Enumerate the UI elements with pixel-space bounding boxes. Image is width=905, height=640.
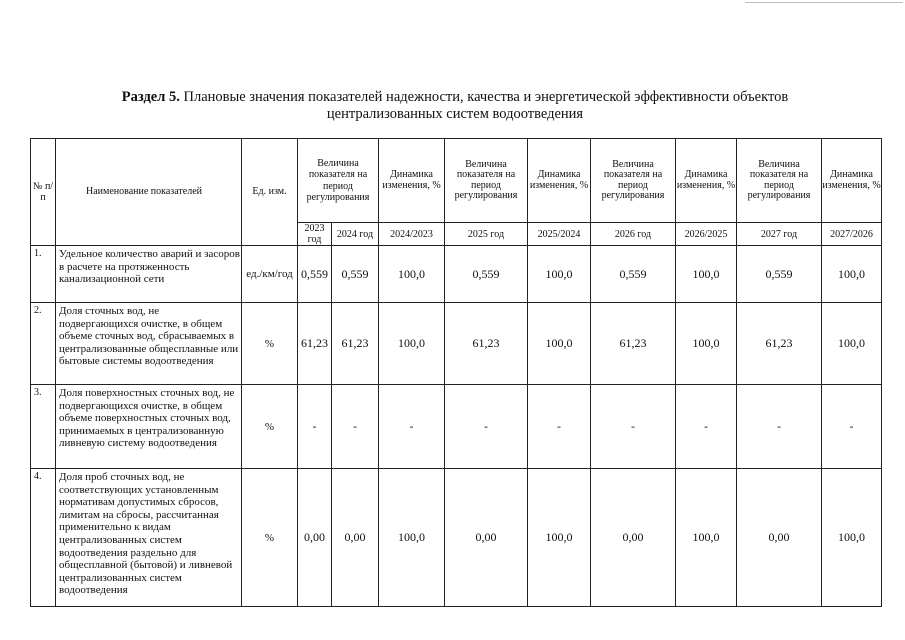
row-number: 1. bbox=[31, 246, 56, 303]
header-value-2027: Величина показателя на период регулирования bbox=[737, 139, 822, 223]
header-dynamics-2025: Динамика изменения, % bbox=[528, 139, 591, 223]
section-title-line2: централизованных систем водоотведения bbox=[326, 106, 584, 122]
value-cell: 0,559 bbox=[591, 246, 676, 303]
header-dynamics-2026: Динамика изменения, % bbox=[676, 139, 737, 223]
indicator-name: Доля поверхностных сточных вод, не подвергающихся очистке, в общем объеме поверхностных сточных вод, принимаемых в централизованную ливневую систему водоотведения bbox=[56, 385, 242, 469]
value-cell: - bbox=[445, 385, 528, 469]
value-cell: 100,0 bbox=[528, 303, 591, 385]
value-cell: 100,0 bbox=[822, 469, 882, 607]
value-cell: 61,23 bbox=[591, 303, 676, 385]
value-cell: - bbox=[298, 385, 332, 469]
value-cell: - bbox=[591, 385, 676, 469]
value-cell: - bbox=[822, 385, 882, 469]
header-name: Наименование показателей bbox=[56, 139, 242, 246]
value-cell: 100,0 bbox=[676, 469, 737, 607]
value-cell: 100,0 bbox=[379, 469, 445, 607]
header-dynamics-2024: Динамика изменения, % bbox=[379, 139, 445, 223]
value-cell: 100,0 bbox=[379, 303, 445, 385]
header-unit: Ед. изм. bbox=[242, 139, 298, 246]
header-value-2026: Величина показателя на период регулирования bbox=[591, 139, 676, 223]
value-cell: 0,00 bbox=[591, 469, 676, 607]
value-cell: 0,00 bbox=[445, 469, 528, 607]
indicator-name: Доля проб сточных вод, не соответствующих установленным нормативам допустимых сбросов, лимитам на сбросы, рассчитанная применительно к видам централизованных систем водоотведения раздельно для общесплавной (бытовой) и ливневой централизованных систем водоотведения bbox=[56, 469, 242, 607]
value-cell: - bbox=[676, 385, 737, 469]
value-cell: 0,559 bbox=[298, 246, 332, 303]
table-row bbox=[31, 469, 882, 607]
table-row bbox=[31, 385, 882, 469]
value-cell: 61,23 bbox=[332, 303, 379, 385]
value-cell: 61,23 bbox=[445, 303, 528, 385]
row-number: 4. bbox=[31, 469, 56, 607]
value-cell: 100,0 bbox=[822, 246, 882, 303]
value-cell: 100,0 bbox=[528, 469, 591, 607]
value-cell: 0,00 bbox=[298, 469, 332, 607]
unit-cell: % bbox=[242, 385, 298, 469]
value-cell: 0,00 bbox=[737, 469, 822, 607]
subheader-cell: 2024 год bbox=[332, 223, 379, 246]
value-cell: 0,00 bbox=[332, 469, 379, 607]
value-cell: 100,0 bbox=[676, 303, 737, 385]
unit-cell: ед./км/год bbox=[242, 246, 298, 303]
value-cell: 100,0 bbox=[379, 246, 445, 303]
row-number: 3. bbox=[31, 385, 56, 469]
header-value-2023-2024: Величина показателя на период регулирования bbox=[298, 139, 379, 223]
value-cell: - bbox=[737, 385, 822, 469]
unit-cell: % bbox=[242, 469, 298, 607]
value-cell: 0,559 bbox=[445, 246, 528, 303]
indicator-name: Удельное количество аварий и засоров в расчете на протяженность канализационной сети bbox=[56, 246, 242, 303]
table-row bbox=[31, 246, 882, 303]
subheader-cell: 2026/2025 bbox=[676, 223, 737, 246]
top-edge-line bbox=[745, 2, 903, 3]
section-title-line1: Плановые значения показателей надежности, качества и энергетической эффективности объектов bbox=[179, 89, 789, 105]
value-cell: 100,0 bbox=[822, 303, 882, 385]
subheader-cell: 2026 год bbox=[591, 223, 676, 246]
value-cell: 100,0 bbox=[676, 246, 737, 303]
value-cell: 0,559 bbox=[332, 246, 379, 303]
header-row bbox=[31, 139, 882, 223]
subheader-cell: 2027 год bbox=[737, 223, 822, 246]
header-dynamics-2027: Динамика изменения, % bbox=[822, 139, 882, 223]
section-title bbox=[95, 89, 815, 123]
subheader-cell: 2025/2024 bbox=[528, 223, 591, 246]
table-row bbox=[31, 303, 882, 385]
subheader-cell: 2023 год bbox=[298, 223, 332, 246]
section-number: Раздел 5. bbox=[121, 89, 180, 105]
header-num: № п/п bbox=[31, 139, 56, 246]
subheader-cell: 2025 год bbox=[445, 223, 528, 246]
value-cell: - bbox=[332, 385, 379, 469]
value-cell: 61,23 bbox=[298, 303, 332, 385]
unit-cell: % bbox=[242, 303, 298, 385]
value-cell: 61,23 bbox=[737, 303, 822, 385]
header-value-2025: Величина показателя на период регулирования bbox=[445, 139, 528, 223]
value-cell: - bbox=[379, 385, 445, 469]
value-cell: - bbox=[528, 385, 591, 469]
value-cell: 0,559 bbox=[737, 246, 822, 303]
row-number: 2. bbox=[31, 303, 56, 385]
value-cell: 100,0 bbox=[528, 246, 591, 303]
indicators-table bbox=[30, 138, 882, 607]
indicator-name: Доля сточных вод, не подвергающихся очистке, в общем объеме сточных вод, сбрасываемых в централизованные общесплавные или бытовые системы водоотведения bbox=[56, 303, 242, 385]
subheader-cell: 2027/2026 bbox=[822, 223, 882, 246]
subheader-cell: 2024/2023 bbox=[379, 223, 445, 246]
